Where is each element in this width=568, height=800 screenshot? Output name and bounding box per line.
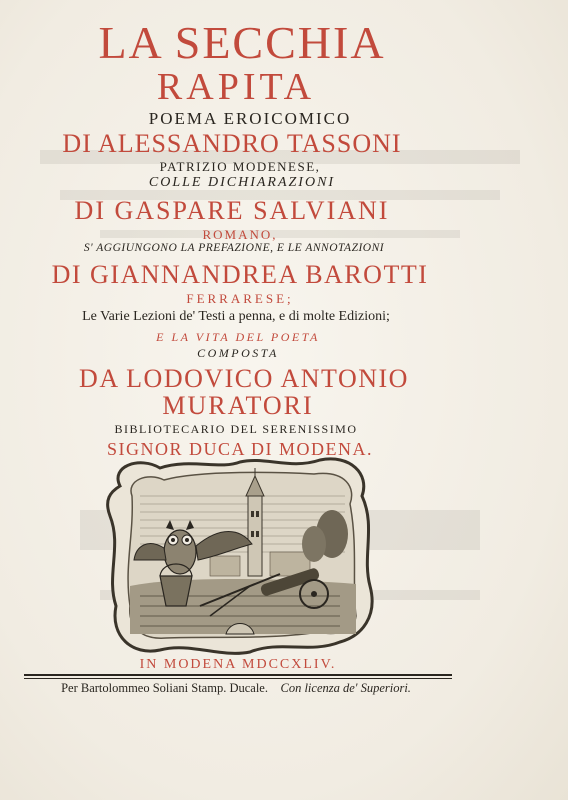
biographer-line2: MURATORI [162,391,314,420]
annotator-origin: FERRARESE; [186,291,294,306]
biographer-line1: DA LODOVICO ANTONIO [79,364,409,393]
imprint-place-date: IN MODENA MDCCXLIV. [139,657,337,672]
annotator-barotti: DI GIANNANDREA BAROTTI [51,260,429,289]
imprint-rule [24,674,452,676]
patron-line: SIGNOR DUCA DI MODENA. [106,439,373,459]
commentator-origin: ROMANO, [202,227,278,242]
composed-label: COMPOSTA [197,346,279,360]
licence-note: Con licenza de' Superiori. [280,681,411,695]
author-descriptor: PATRIZIO MODENESE, [159,159,321,174]
printer-line [0,682,520,695]
additions-note: S' AGGIUNGONO LA PREFAZIONE, E LE ANNOTAZIONI [83,242,385,254]
life-of-poet: E LA VITA DEL POETA [156,330,320,344]
subtitle-genre: POEMA EROICOMICO [148,109,352,128]
title-la-secchia: LA SECCHIA [98,17,386,68]
biographer-office: BIBLIOTECARIO DEL SERENISSIMO [114,422,358,436]
commentary-intro: COLLE DICHIARAZIONI [148,175,336,190]
title-rapita: RAPITA [156,66,316,108]
printer-name: Per Bartolommeo Soliani Stamp. Ducale. [61,681,268,695]
owl-and-bucket-vignette-icon [100,456,380,656]
author-line: DI ALESSANDRO TASSONI [62,129,402,158]
variants-note: Le Varie Lezioni de' Testi a penna, e di molte Edizioni; [82,309,390,324]
imprint-rule-thin [24,678,452,679]
commentator-salviani: DI GASPARE SALVIANI [74,196,390,225]
